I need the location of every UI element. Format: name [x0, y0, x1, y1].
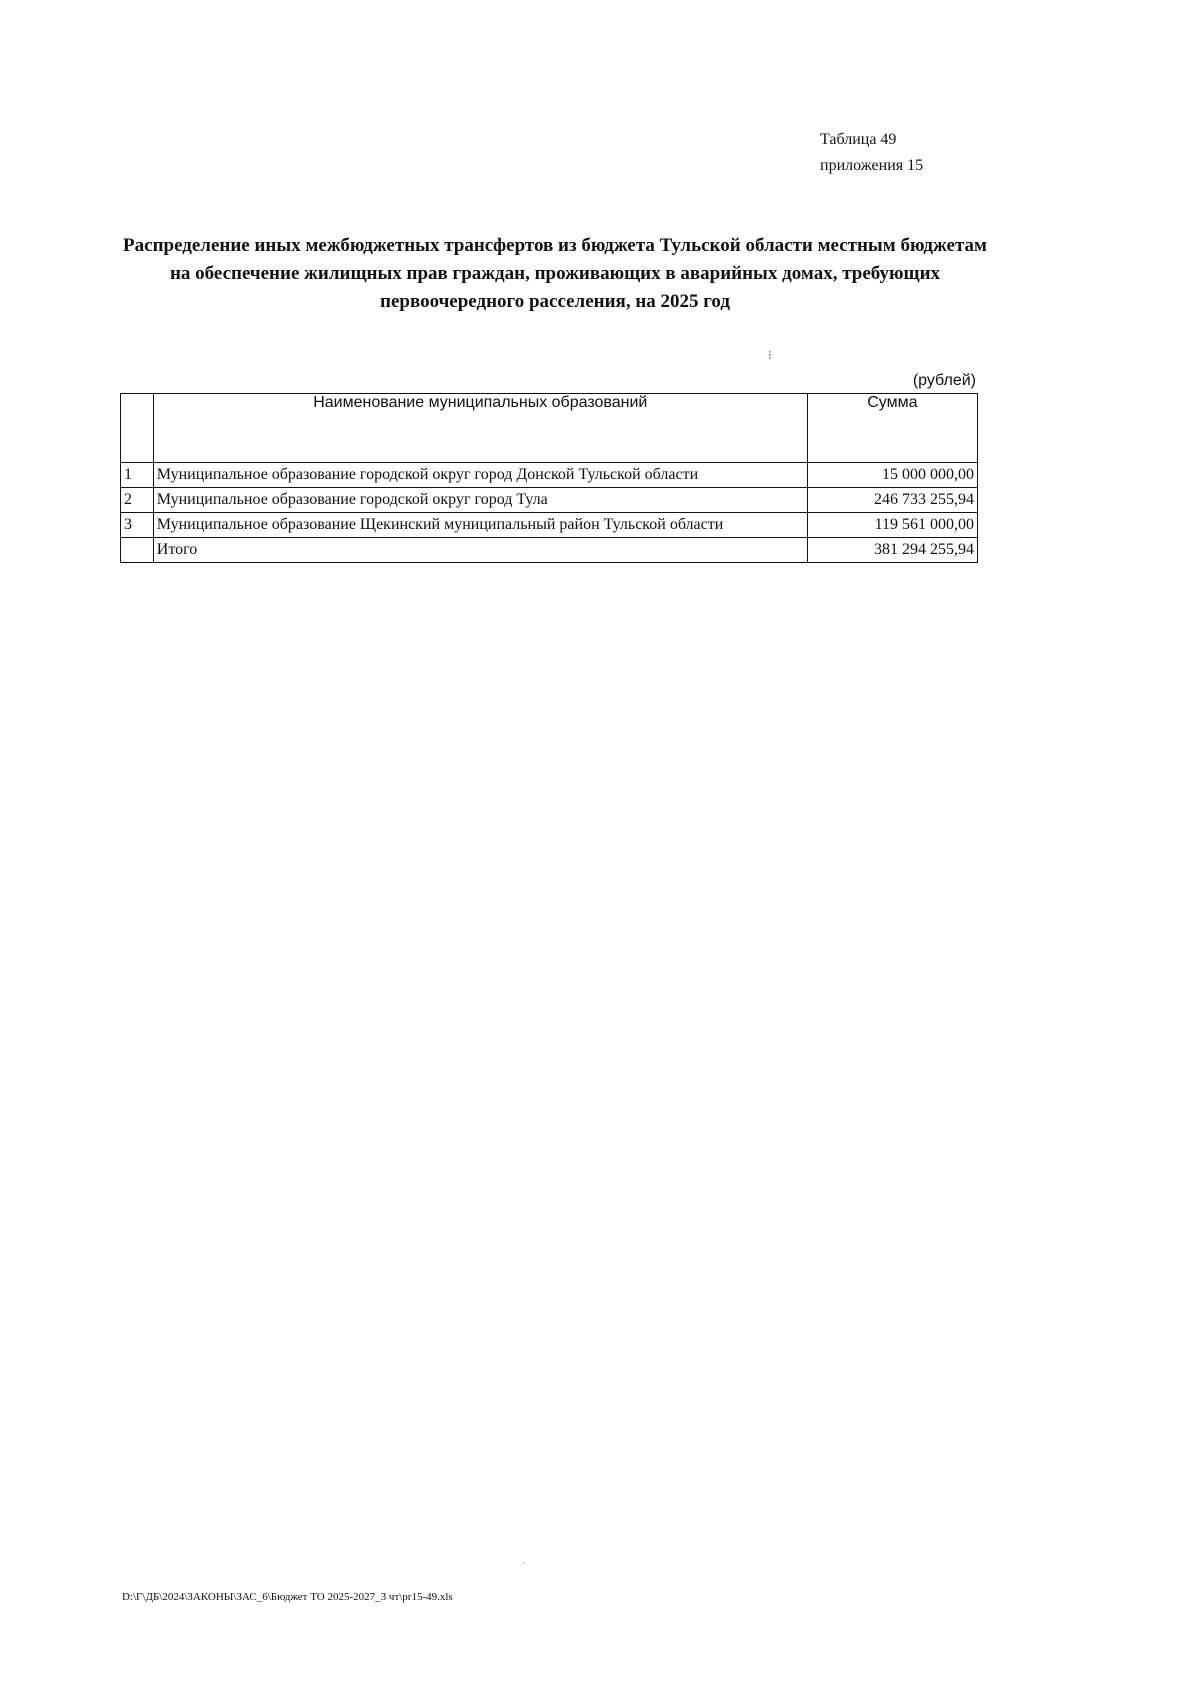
row-name: Муниципальное образование городской округ город Донской Тульской области [153, 463, 807, 488]
scan-artifact-mark: ⁝ [768, 348, 772, 362]
table-reference [820, 127, 923, 179]
total-number-cell [121, 538, 154, 563]
table-header-row [121, 394, 978, 463]
header-number [121, 394, 154, 463]
file-path: D:\Г\ДБ\2024\ЗАКОНЫ\ЗАС_6\Бюджет ТО 2025-2027_3 чт\pr15-49.xls [122, 1591, 453, 1603]
total-label: Итого [153, 538, 807, 563]
row-name: Муниципальное образование городской округ город Тула [153, 488, 807, 513]
row-number: 1 [121, 463, 154, 488]
document-title: Распределение иных межбюджетных трансфертов из бюджета Тульской области местным бюджетам на обеспечение жилищных прав граждан, проживающих в аварийных домах, требующих первоочередного расселения, на 2025 год [123, 235, 987, 312]
appendix-label: приложения 15 [820, 157, 924, 174]
table-number-label: Таблица 49 [820, 131, 897, 148]
table-row [121, 488, 978, 513]
units-label: (рублей) [912, 372, 976, 389]
row-sum: 119 561 000,00 [807, 513, 977, 538]
total-sum: 381 294 255,94 [807, 538, 977, 563]
header-name: Наименование муниципальных образований [153, 394, 807, 463]
table-total-row [121, 538, 978, 563]
table-row [121, 513, 978, 538]
header-sum: Сумма [807, 394, 977, 463]
row-sum: 246 733 255,94 [807, 488, 977, 513]
distribution-table [120, 393, 978, 563]
row-number: 2 [121, 488, 154, 513]
row-number: 3 [121, 513, 154, 538]
table-row [121, 463, 978, 488]
row-sum: 15 000 000,00 [807, 463, 977, 488]
scan-artifact-tick: ˋ [522, 1562, 526, 1573]
row-name: Муниципальное образование Щекинский муниципальный район Тульской области [153, 513, 807, 538]
